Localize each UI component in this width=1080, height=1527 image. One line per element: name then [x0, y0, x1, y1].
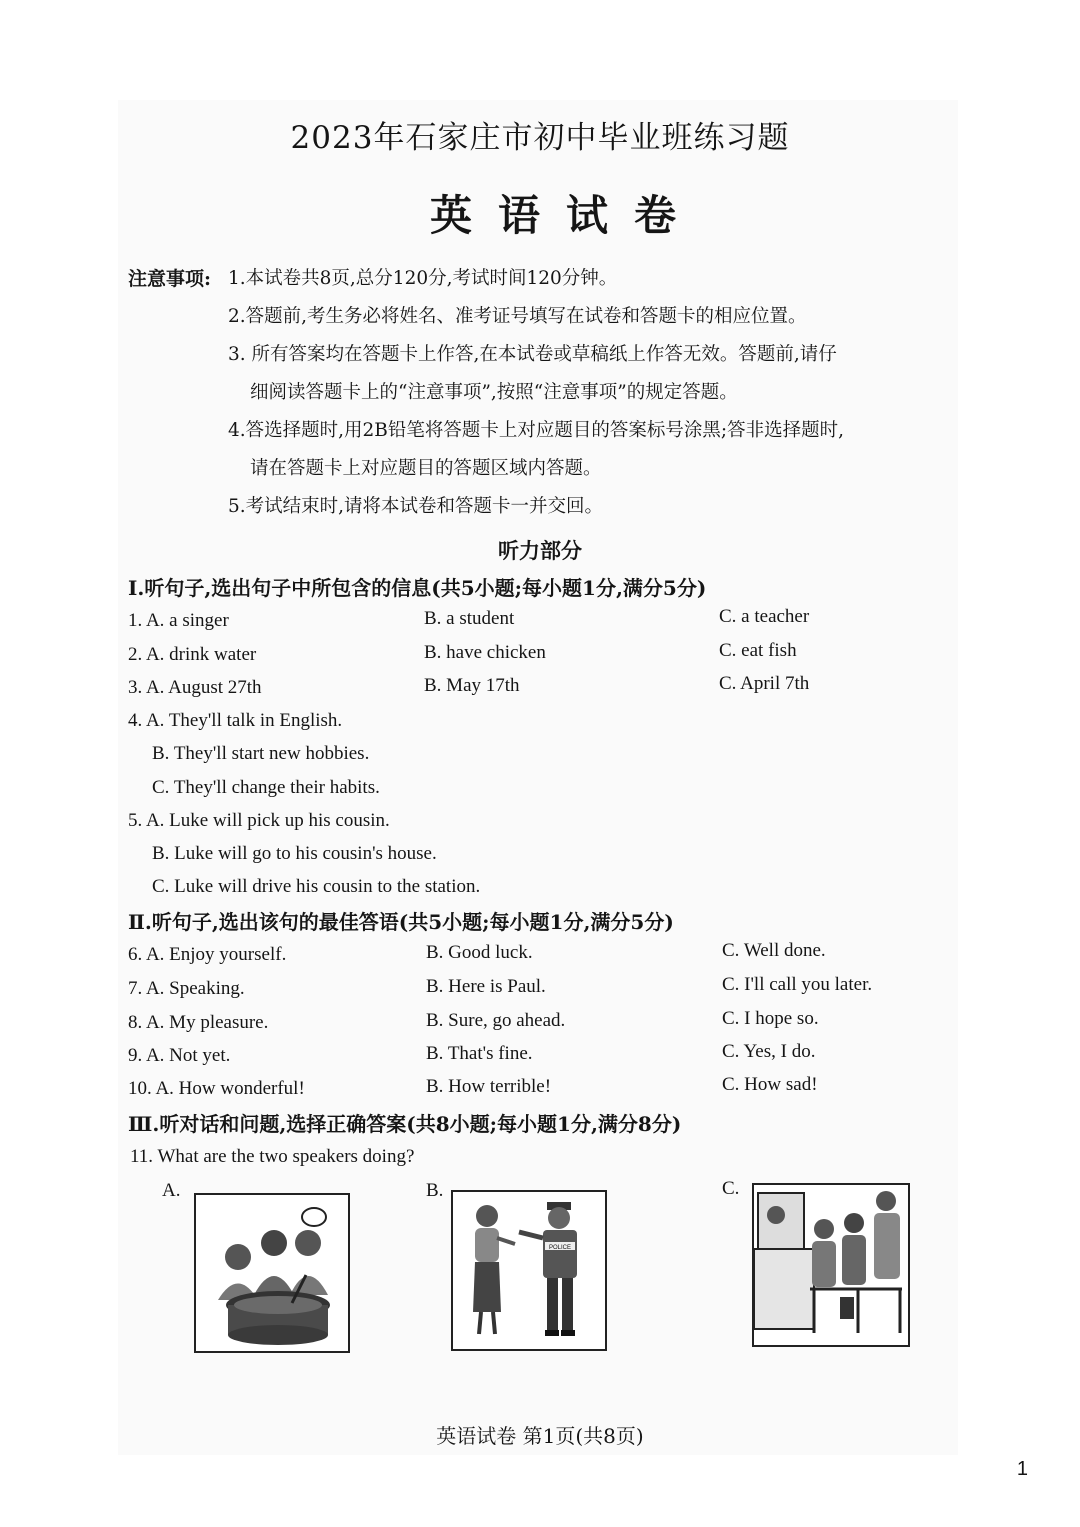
q4-option-b: B. They'll start new hobbies.: [152, 743, 370, 764]
q7-option-b: B. Here is Paul.: [426, 976, 546, 997]
q2-option-b: B. have chicken: [424, 642, 546, 663]
q11-label-a: A.: [162, 1180, 181, 1201]
q11-picture-b: [451, 1190, 607, 1351]
page-number: 1: [1016, 1458, 1028, 1480]
q2-option-c: C. eat fish: [719, 640, 797, 661]
q8-option-c: C. I hope so.: [722, 1008, 819, 1029]
notice-label: 注意事项:: [128, 268, 212, 290]
section-title: 听力部分: [498, 538, 582, 563]
part3-heading: Ⅲ.听对话和问题,选择正确答案(共8小题;每小题1分,满分8分): [128, 1112, 682, 1136]
q8-option-a: 8. A. My pleasure.: [128, 1012, 269, 1033]
q10-option-b: B. How terrible!: [426, 1076, 552, 1097]
q5-option-c: C. Luke will drive his cousin to the station.: [152, 876, 481, 897]
q6-option-a: 6. A. Enjoy yourself.: [128, 944, 287, 965]
q1-option-b: B. a student: [424, 608, 515, 629]
q10-option-a: 10. A. How wonderful!: [128, 1078, 305, 1099]
exam-title: 2023年石家庄市初中毕业班练习题: [290, 120, 790, 156]
exam-subtitle: 英语试卷: [429, 191, 702, 240]
queue-illustration: [754, 1185, 908, 1345]
q9-option-c: C. Yes, I do.: [722, 1041, 816, 1062]
q9-option-b: B. That's fine.: [426, 1043, 533, 1064]
q11-label-b: B.: [426, 1180, 444, 1201]
cooking-illustration: [196, 1195, 348, 1351]
q7-option-c: C. I'll call you later.: [722, 974, 873, 995]
q10-option-c: C. How sad!: [722, 1074, 818, 1095]
notice-line-2: 2.答题前,考生务必将姓名、准考证号填写在试卷和答题卡的相应位置。: [228, 306, 807, 327]
q5-option-b: B. Luke will go to his cousin's house.: [152, 843, 437, 864]
q9-option-a: 9. A. Not yet.: [128, 1045, 231, 1066]
q3-option-c: C. April 7th: [719, 673, 810, 694]
q11-picture-c: [752, 1183, 910, 1347]
q7-option-a: 7. A. Speaking.: [128, 978, 245, 999]
notice-line-5: 5.考试结束时,请将本试卷和答题卡一并交回。: [228, 496, 604, 517]
q3-option-b: B. May 17th: [424, 675, 520, 696]
q4-option-c: C. They'll change their habits.: [152, 777, 380, 798]
q4-option-a: 4. A. They'll talk in English.: [128, 710, 343, 731]
q11-label-c: C.: [722, 1178, 740, 1199]
q11-question: 11. What are the two speakers doing?: [130, 1146, 415, 1167]
part1-heading: Ⅰ.听句子,选出句子中所包含的信息(共5小题;每小题1分,满分5分): [128, 576, 707, 600]
notice-line-4b: 请在答题卡上对应题目的答题区域内答题。: [250, 458, 602, 479]
notice-line-3b: 细阅读答题卡上的“注意事项”,按照“注意事项”的规定答题。: [250, 382, 738, 403]
q11-picture-a: [194, 1193, 350, 1353]
q6-option-c: C. Well done.: [722, 940, 826, 961]
q5-option-a: 5. A. Luke will pick up his cousin.: [128, 810, 390, 831]
police-illustration: [453, 1192, 605, 1349]
part2-heading: Ⅱ.听句子,选出该句的最佳答语(共5小题;每小题1分,满分5分): [128, 910, 674, 934]
notice-line-4: 4.答选择题时,用2B铅笔将答题卡上对应题目的答案标号涂黑;答非选择题时,: [228, 420, 845, 441]
police-badge-text: POLICE: [548, 1245, 572, 1251]
q8-option-b: B. Sure, go ahead.: [426, 1010, 566, 1031]
q2-option-a: 2. A. drink water: [128, 644, 257, 665]
q1-option-c: C. a teacher: [719, 606, 810, 627]
notice-line-3: 3. 所有答案均在答题卡上作答,在本试卷或草稿纸上作答无效。答题前,请仔: [228, 344, 837, 365]
q1-option-a: 1. A. a singer: [128, 610, 229, 631]
q3-option-a: 3. A. August 27th: [128, 677, 262, 698]
page-footer: 英语试卷 第1页(共8页): [436, 1424, 644, 1448]
q6-option-b: B. Good luck.: [426, 942, 533, 963]
notice-line-1: 1.本试卷共8页,总分120分,考试时间120分钟。: [228, 268, 618, 289]
